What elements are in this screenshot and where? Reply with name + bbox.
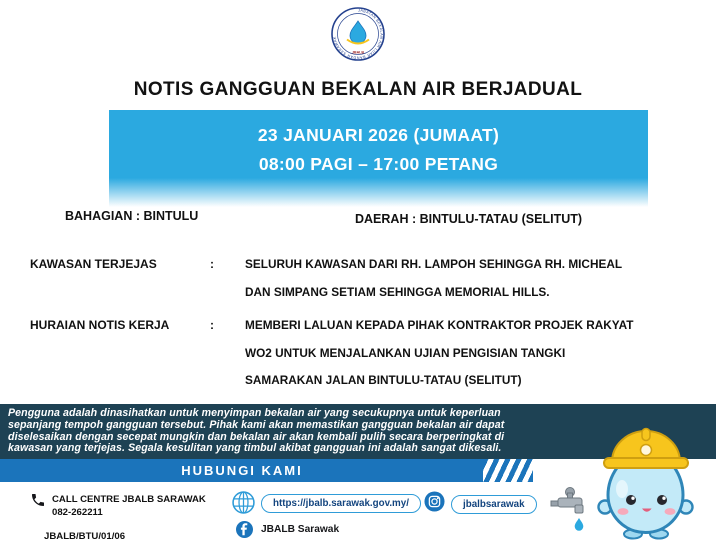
instagram-handle[interactable]: jbalbsarawak — [451, 495, 537, 514]
kawasan-terjejas-label: KAWASAN TERJEJAS — [30, 257, 157, 271]
advisory-line: sepanjang tempoh gangguan tersebut. Pihak kami akan memastikan gangguan bekalan air dapat — [8, 418, 505, 431]
mascot-hard-hat-icon — [604, 429, 688, 469]
hubungi-kami-banner — [0, 459, 533, 482]
kawasan-line: DAN SIMPANG SETIAM SEHINGGA MEMORIAL HILLS. — [245, 284, 550, 299]
advisory-line: diselesaikan dengan secepat mungkin dan bekalan air akan kembali pulih secara berperingkat di — [8, 430, 505, 443]
call-centre-info — [52, 493, 206, 519]
huraian-notis-kerja-text — [245, 312, 633, 395]
advisory-line: kawasan yang terjejas. Segala kesulitan yang timbul akibat gangguan ini adalah sangat dikesali. — [8, 442, 502, 455]
notice-title: NOTIS GANGGUAN BEKALAN AIR BERJADUAL — [133, 79, 583, 100]
huraian-notis-kerja-colon: : — [210, 318, 214, 332]
reference-number: JBALB/BTU/01/06 — [44, 531, 126, 542]
phone-number: 082-262211 — [52, 507, 103, 518]
phone-icon — [30, 492, 46, 508]
globe-icon — [231, 490, 256, 515]
facebook-page-label[interactable]: JBALB Sarawak — [261, 524, 340, 535]
facebook-icon — [236, 521, 253, 538]
bahagian-label: BAHAGIAN : BINTULU — [65, 209, 199, 223]
banner-time-line: 08:00 PAGI – 17:00 PETANG — [258, 154, 499, 174]
instagram-icon — [424, 491, 445, 512]
jbalb-logo — [331, 7, 385, 61]
logo-abbr-text: JBALB — [352, 50, 364, 55]
tap-droplet-icon — [575, 518, 584, 531]
kawasan-line: SELURUH KAWASAN DARI RH. LAMPOH SEHINGGA RH. MICHEAL — [245, 257, 623, 271]
water-tap-icon — [551, 488, 583, 531]
hubungi-kami-label: HUBUNGI KAMI — [181, 463, 303, 478]
huraian-notis-kerja-label: HURAIAN NOTIS KERJA — [30, 318, 170, 332]
website-link[interactable]: https://jbalb.sarawak.gov.my/ — [261, 494, 421, 513]
banner-diagonal-stripes — [483, 459, 533, 482]
kawasan-terjejas-colon: : — [210, 257, 214, 271]
water-drop-mascot — [543, 405, 708, 550]
advisory-line: Pengguna adalah dinasihatkan untuk menyimpan bekalan air yang secukupnya untuk keperluan — [8, 407, 501, 419]
date-banner — [109, 110, 648, 207]
logo-arc-text: JABATAN BEKALAN AIR LUAR BANDAR SARAWAK — [332, 8, 384, 60]
huraian-line: WO2 UNTUK MENJALANKAN UJIAN PENGISIAN TANGKI — [245, 345, 566, 360]
huraian-line: SAMARAKAN JALAN BINTULU-TATAU (SELITUT) — [245, 373, 522, 387]
kawasan-terjejas-text — [245, 251, 622, 306]
daerah-label: DAERAH : BINTULU-TATAU (SELITUT) — [355, 212, 583, 226]
banner-date-line: 23 JANUARI 2026 (JUMAAT) — [257, 125, 500, 145]
huraian-line: MEMBERI LALUAN KEPADA PIHAK KONTRAKTOR PROJEK RAKYAT — [245, 318, 634, 332]
call-centre-label: CALL CENTRE JBALB SARAWAK — [52, 494, 206, 505]
advisory-text — [8, 408, 608, 455]
